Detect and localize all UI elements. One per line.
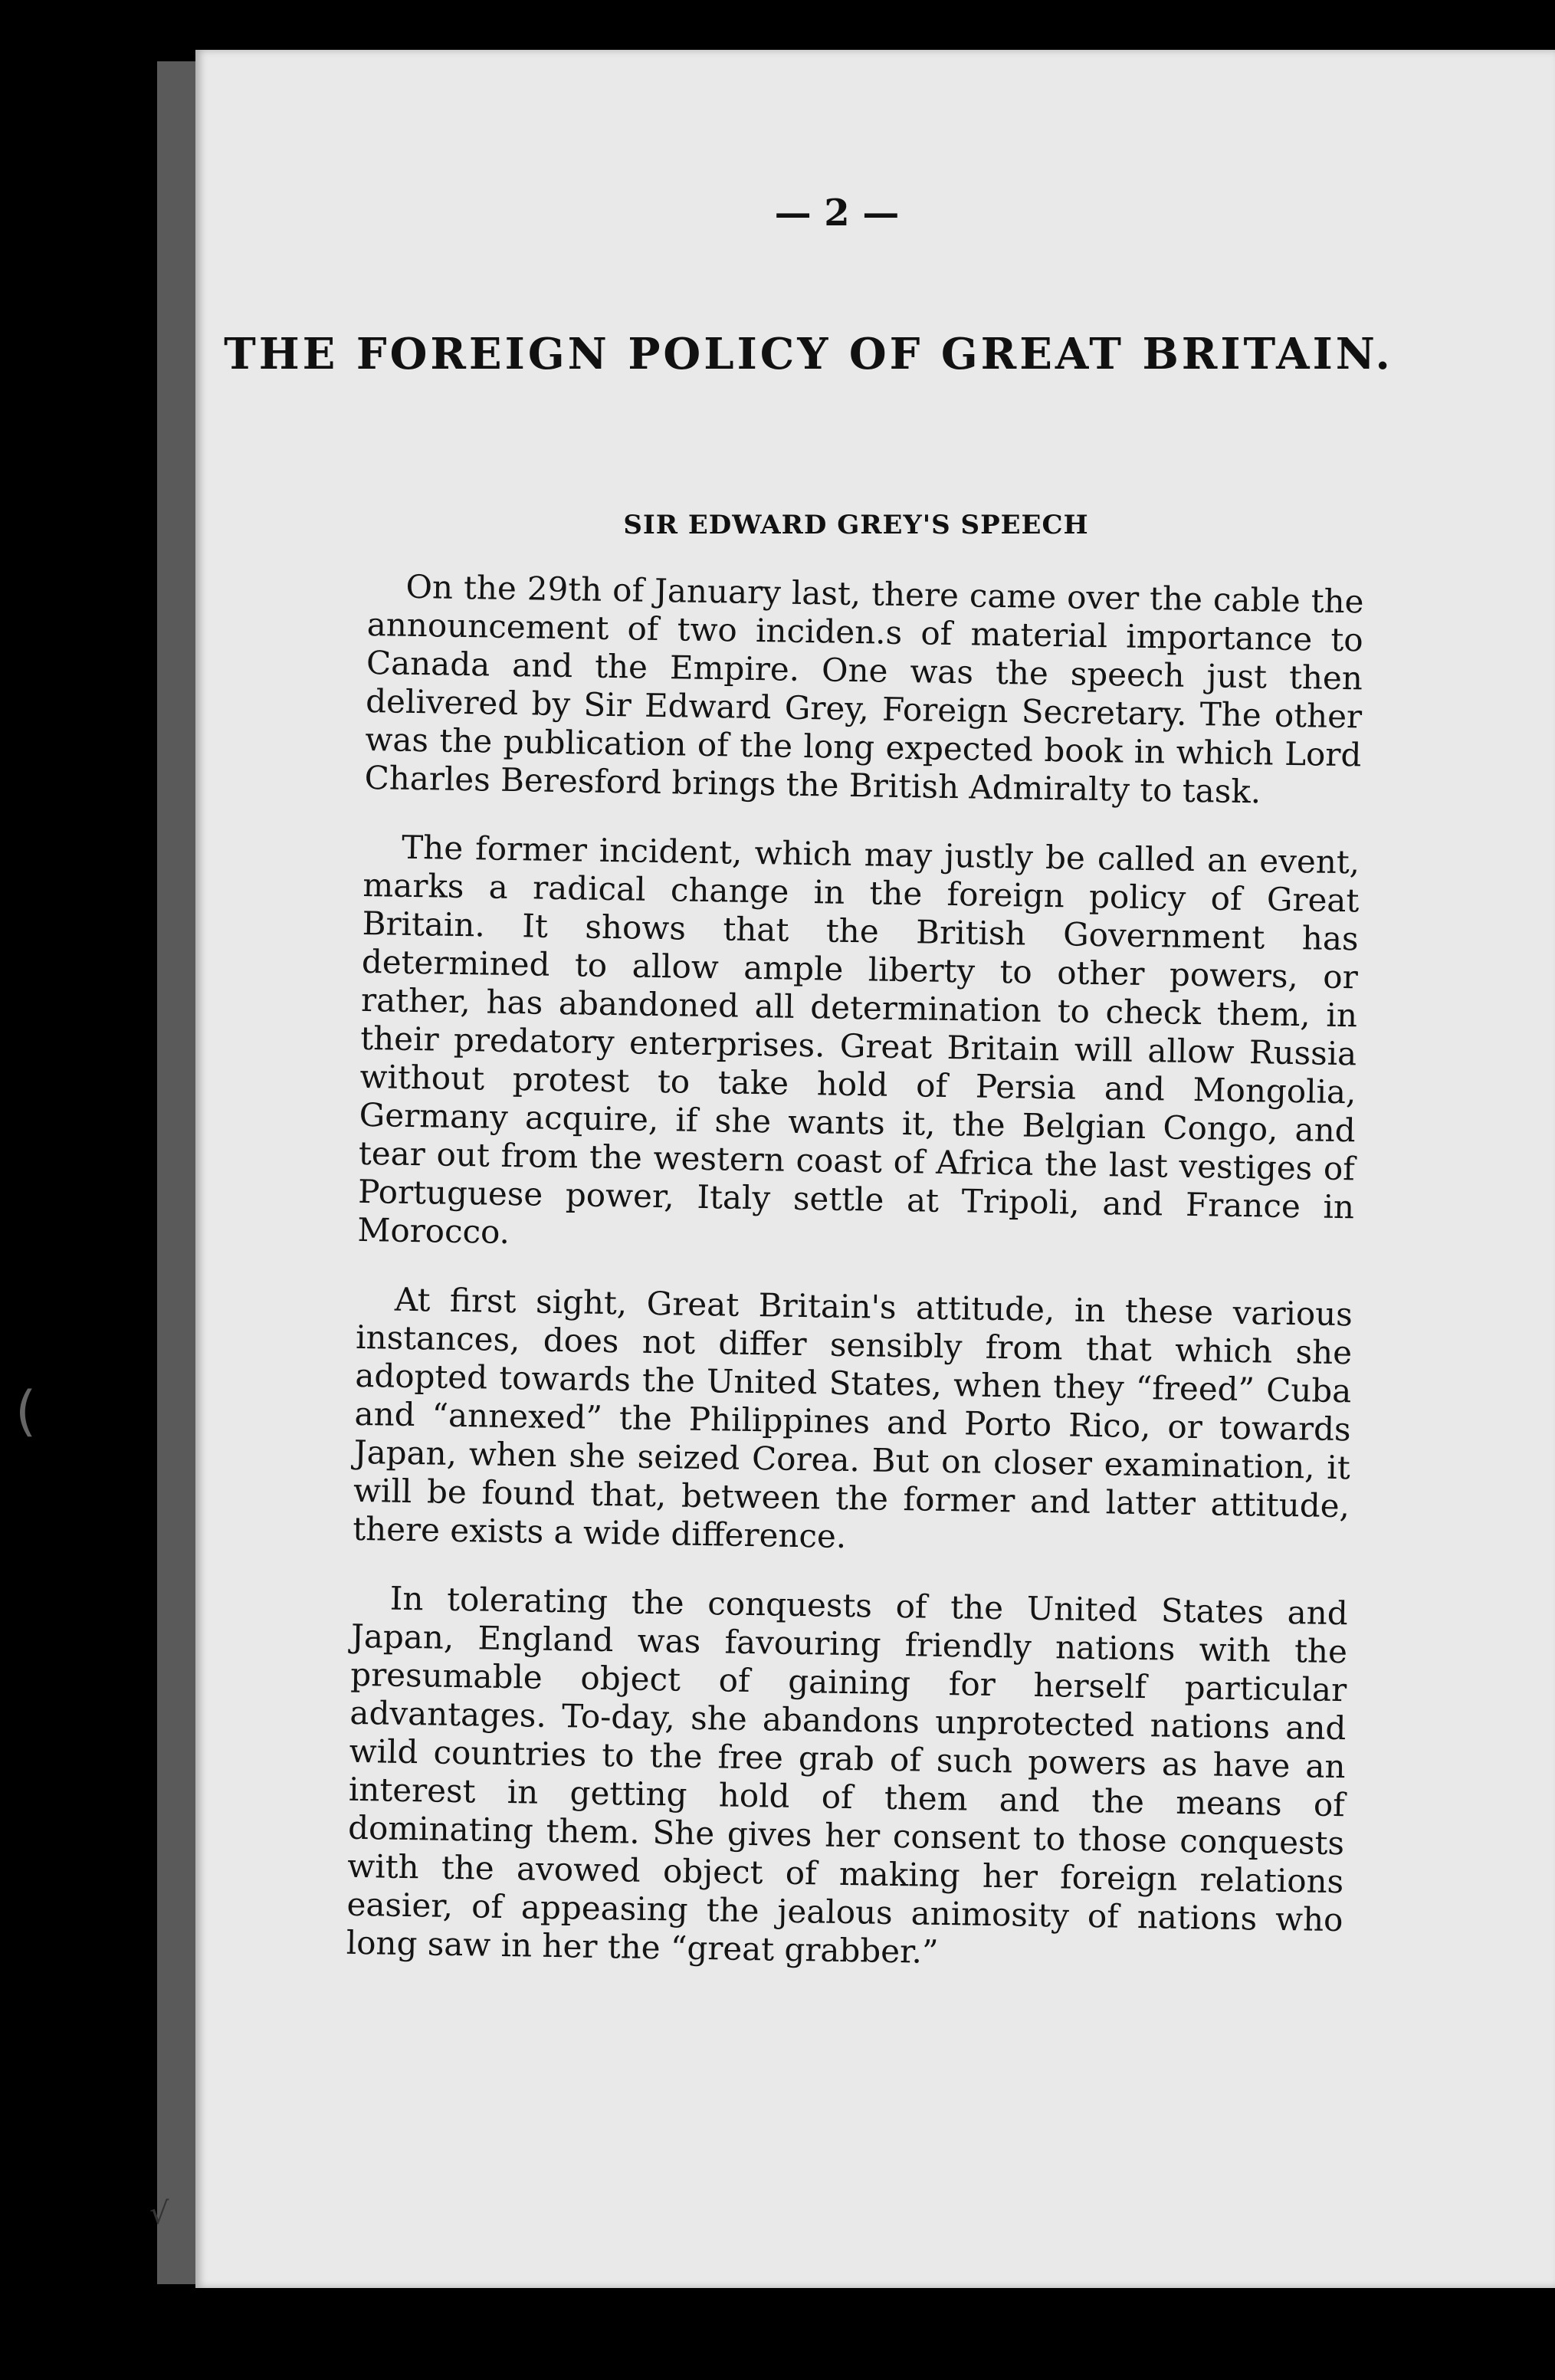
article-subtitle: SIR EDWARD GREY'S SPEECH (623, 510, 1089, 540)
paragraph: At first sight, Great Britain's attitude, in these various instances, does not differ sensibly from that which she adopted towards the United States, when they “freed” Cuba and “annexed” the Philippines and Porto Rico, or towards Japan, when she seized Corea. But on closer examination, it will be found that, between the former and latter attitude, there exists a wide difference. (352, 1280, 1353, 1555)
article-title: THE FOREIGN POLICY OF GREAT BRITAIN. (224, 329, 1393, 379)
paragraph: In tolerating the conquests of the United States and Japan, England was favouring friendly nations with the presumable object of gaining for herself particular advantages. To-day, she abandons unprotected nations and wild countries to the free grab of such powers as have an interest in getting hold of them and the means of dominating them. She gives her consent to those conquests with the avowed object of making her foreign relations easier, of appeasing the jealous animosity of nations who long saw in her the “great grabber.” (346, 1579, 1349, 1971)
page-number: — 2 — (774, 192, 900, 235)
paragraph: On the 29th of January last, there came over the cable the announcement of two inciden.s of material importance to Canada and the Empire. One was the speech just then delivered by Sir Edward Grey, Foreign Secretary. The other was the publication of the long expected book in which Lord Charles Beresford brings the British Admiralty to task. (364, 567, 1364, 811)
margin-check-mark: √ (149, 2196, 169, 2231)
margin-paren-mark: ( (15, 1380, 37, 1443)
paragraph: The former incident, which may justly be called an event, marks a radical change in the foreign policy of Great Britain. It shows that the British Government has determined to allow ample liberty to other powers, or rather, has abandoned all determination to check them, in their predatory enterprises. Great Britain will allow Russia without protest to take hold of Persia and Mongolia, Germany acquire, if she wants it, the Belgian Congo, and tear out from the western coast of Africa the last vestiges of Portuguese power, Italy settle at Tripoli, and France in Morocco. (357, 828, 1360, 1252)
article-body (346, 567, 1364, 2008)
document-page (195, 50, 1555, 2288)
page-edge-shadow (157, 61, 199, 2284)
